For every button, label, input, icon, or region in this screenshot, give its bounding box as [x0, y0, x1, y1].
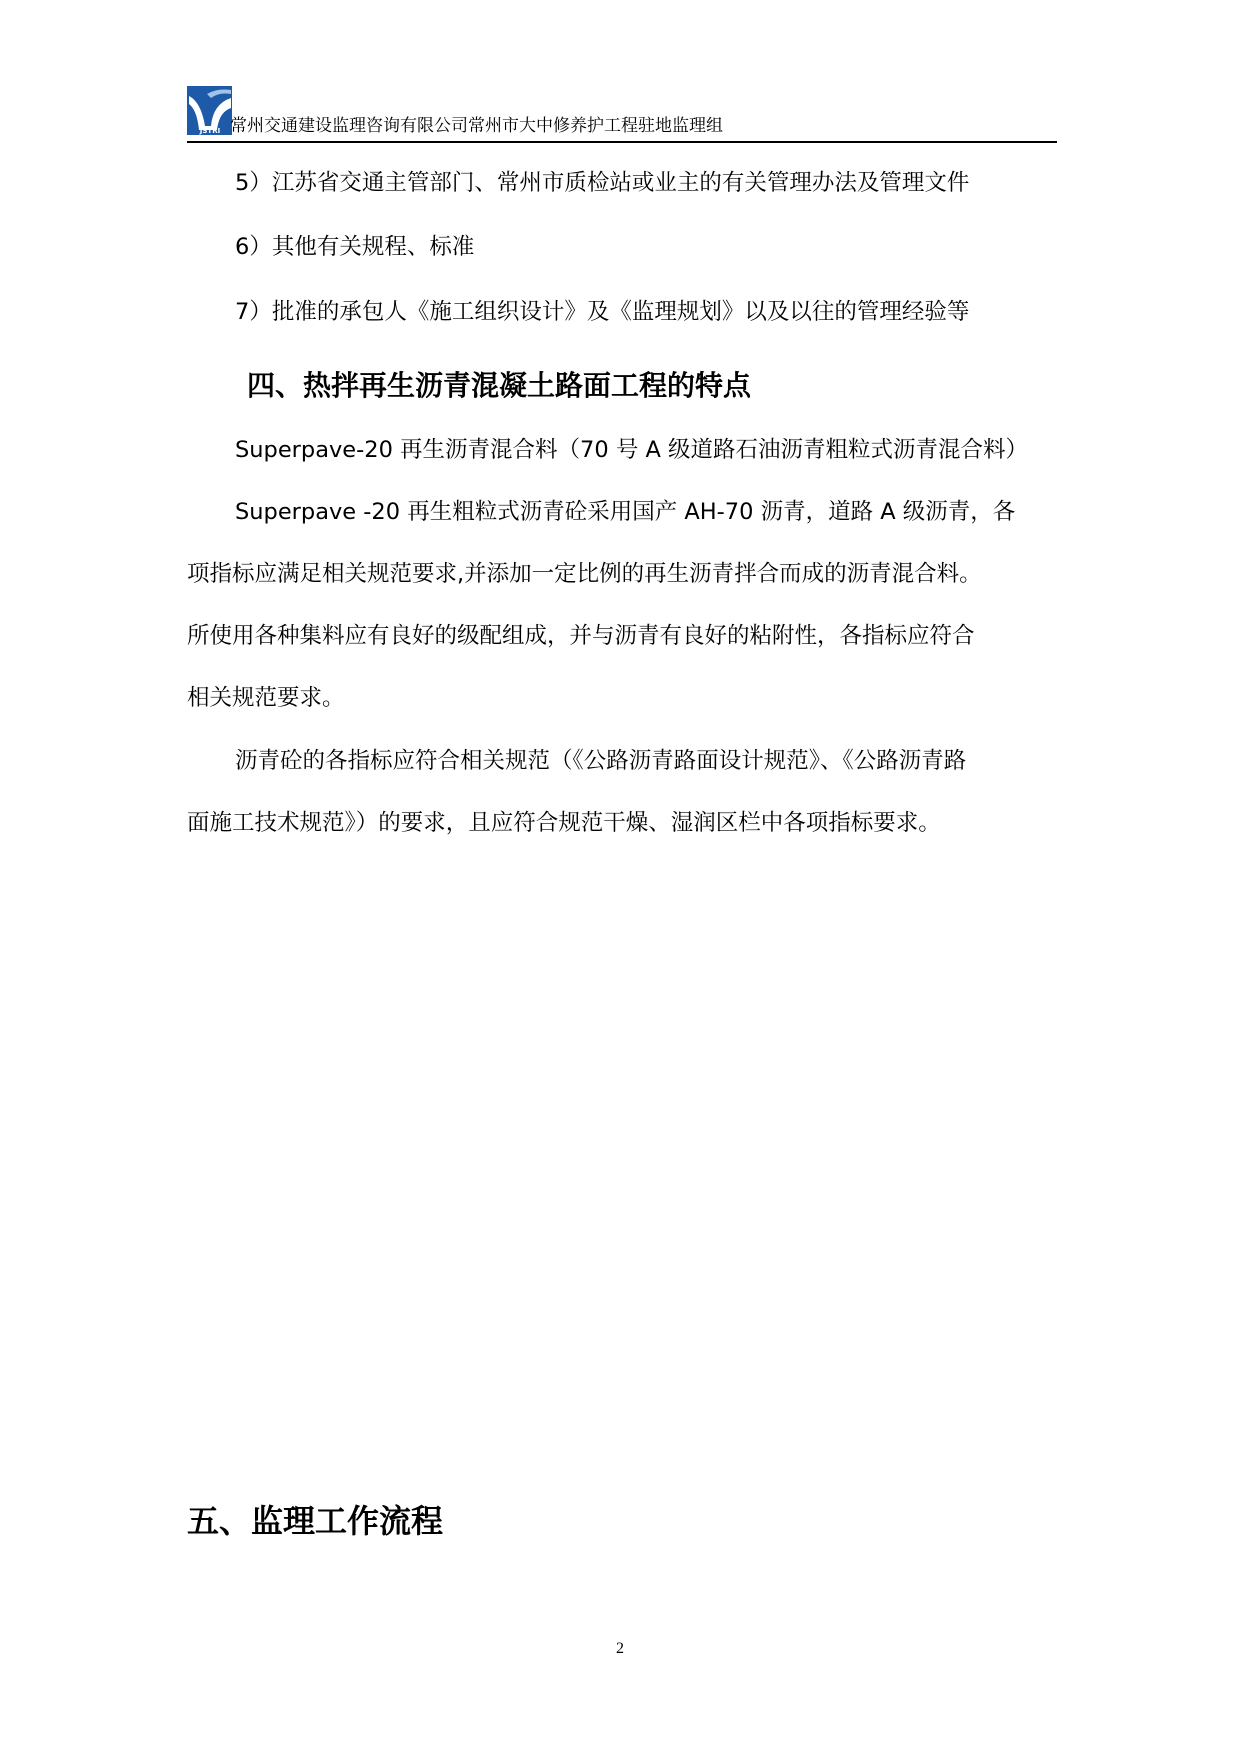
header-rule [187, 141, 1057, 143]
page-number: 2 [616, 1640, 624, 1657]
section-4-para-2-line-1: Superpave -20 再生粗粒式沥青砼采用国产 AH-70 沥青，道路 A 级沥青，各 [235, 499, 1016, 525]
logo-text: JSTRI [199, 127, 221, 135]
section-4-para-2-line-2: 项指标应满足相关规范要求,并添加一定比例的再生沥青拌合而成的沥青混合料。 [187, 561, 982, 587]
section-4-para-3-line-2: 面施工技术规范》）的要求，且应符合规范干燥、湿润区栏中各项指标要求。 [187, 810, 941, 836]
section-4-para-2-line-4: 相关规范要求。 [187, 685, 345, 711]
page-header [187, 86, 1057, 144]
company-logo [187, 86, 232, 135]
list-item-7: 7）批准的承包人《施工组织设计》及《监理规划》以及以往的管理经验等 [235, 299, 970, 325]
list-item-6: 6）其他有关规程、标准 [235, 234, 475, 260]
header-title: 常州交通建设监理咨询有限公司常州市大中修养护工程驻地监理组 [230, 116, 723, 136]
list-item-5: 5）江苏省交通主管部门、常州市质检站或业主的有关管理办法及管理文件 [235, 170, 970, 196]
section-4-para-2-line-3: 所使用各种集料应有良好的级配组成，并与沥青有良好的粘附性，各指标应符合 [187, 623, 975, 649]
section-4-para-3-line-1: 沥青砼的各指标应符合相关规范（《公路沥青路面设计规范》、《公路沥青路 [235, 748, 967, 774]
section-4-para-1: Superpave-20 再生沥青混合料（70 号 A 级道路石油沥青粗粒式沥青混合料） [235, 437, 1029, 463]
section-4-heading: 四、热拌再生沥青混凝土路面工程的特点 [247, 369, 752, 402]
section-5-heading: 五、监理工作流程 [187, 1502, 444, 1540]
